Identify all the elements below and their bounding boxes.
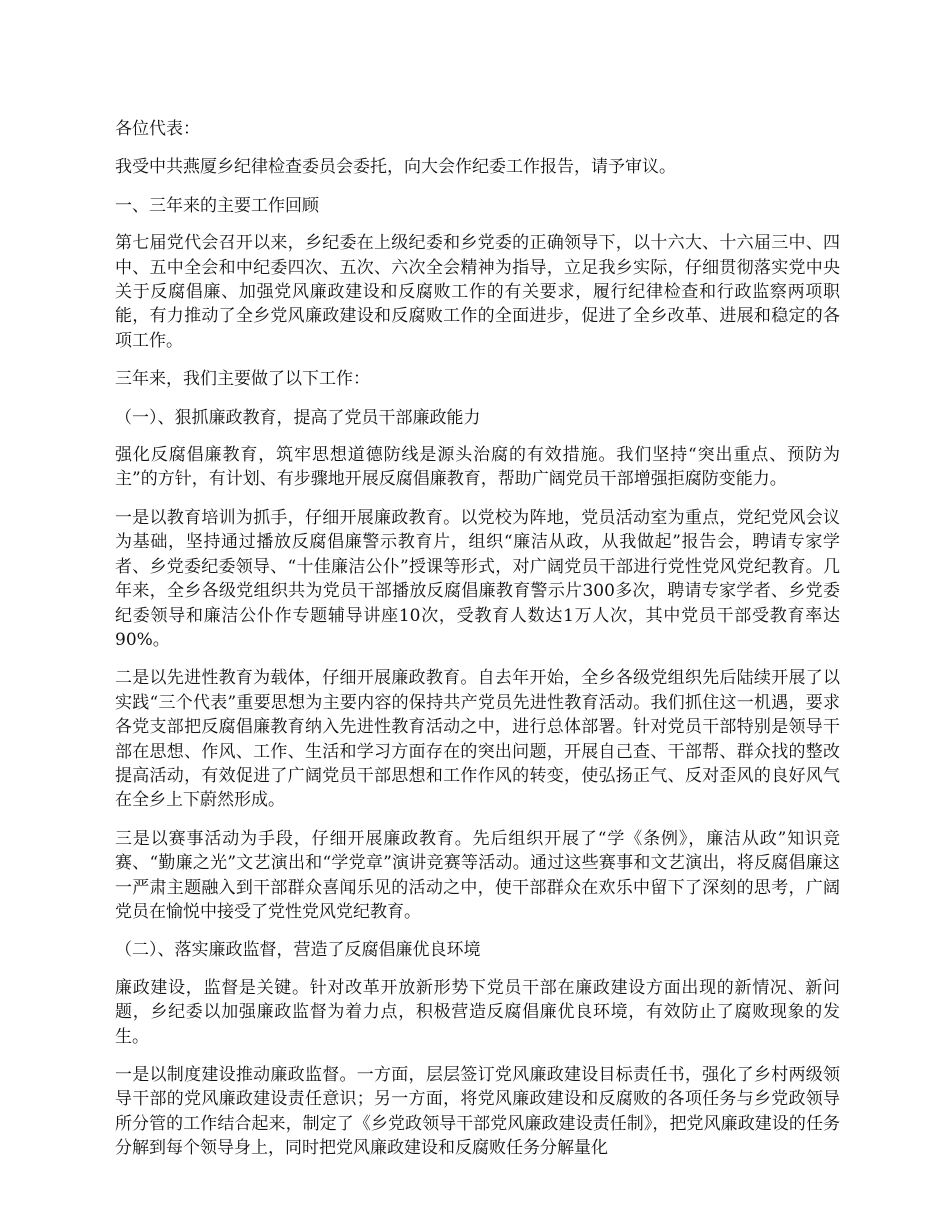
- body-paragraph: 三年来，我们主要做了以下工作：: [115, 369, 370, 390]
- document-page: [115, 117, 840, 1175]
- body-paragraph: 二是以先进性教育为载体，仔细开展廉政教育。自去年开始，全乡各级党组织先后陆续开展了以实践“三个代表”重要思想为主要内容的保持共产党员先进性教育活动。我们抓住这一机遇，要求各党支部把反腐倡廉教育纳入先进性教育活动之中，进行总体部署。针对党员干部特别是领导干部在思想、作风、工作、生活和学习方面存在的突出问题，开展自己查、干部帮、群众找的整改提高活动，有效促进了广阔党员干部思想和工作作风的转变，使弘扬正气、反对歪风的良好风气在全乡上下蔚然形成。: [115, 668, 840, 811]
- intro-paragraph: 我受中共燕厦乡纪律检查委员会委托，向大会作纪委工作报告，请予审议。: [115, 157, 676, 178]
- salutation: 各位代表：: [115, 119, 200, 139]
- subsection-heading-1: （一）、狠抓廉政教育，提高了党员干部廉政能力: [115, 407, 481, 428]
- body-paragraph: 三是以赛事活动为手段，仔细开展廉政教育。先后组织开展了“学《条例》，廉洁从政”知识竞赛、“勤廉之光”文艺演出和“学党章”演讲竞赛等活动。通过这些赛事和文艺演出，将反腐倡廉这一严肃主题融入到干部群众喜闻乐见的活动之中，使干部群众在欢乐中留下了深刻的思考，广阔党员在愉悦中接受了党性党风党纪教育。: [115, 828, 840, 922]
- body-paragraph: 强化反腐倡廉教育，筑牢思想道德防线是源头治腐的有效措施。我们坚持“突出重点、预防为主”的方针，有计划、有步骤地开展反腐倡廉教育，帮助广阔党员干部增强拒腐防变能力。: [115, 445, 840, 490]
- body-paragraph: 第七届党代会召开以来，乡纪委在上级纪委和乡党委的正确领导下，以十六大、十六届三中、四中、五中全会和中纪委四次、五次、六次全会精神为指导，立足我乡实际，仔细贯彻落实党中央关于反腐倡廉、加强党风廉政建设和反腐败工作的有关要求，履行纪律检查和行政监察两项职能，有力推动了全乡党风廉政建设和反腐败工作的全面进步，促进了全乡改革、进展和稳定的各项工作。: [115, 233, 840, 351]
- subsection-heading-2: （二）、落实廉政监督，营造了反腐倡廉优良环境: [115, 940, 481, 961]
- body-paragraph: 一是以教育培训为抓手，仔细开展廉政教育。以党校为阵地，党员活动室为重点，党纪党风会议为基础，坚持通过播放反腐倡廉警示教育片，组织“廉洁从政，从我做起”报告会，聘请专家学者、乡党委纪委领导、“十佳廉洁公仆”授课等形式，对广阔党员干部进行党性党风党纪教育。几年来，全乡各级党组织共为党员干部播放反腐倡廉教育警示片300多次，聘请专家学者、乡党委纪委领导和廉洁公仆作专题辅导讲座10次，受教育人数达1万人次，其中党员干部受教育率达90%。: [115, 507, 840, 650]
- body-paragraph: 一是以制度建设推动廉政监督。一方面，层层签订党风廉政建设目标责任书，强化了乡村两级领导干部的党风廉政建设责任意识；另一方面，将党风廉政建设和反腐败的各项任务与乡党政领导所分管的工作结合起来，制定了《乡党政领导干部党风廉政建设责任制》，把党风廉政建设的任务分解到每个领导身上，同时把党风廉政建设和反腐败任务分解量化: [115, 1065, 840, 1159]
- body-paragraph: 廉政建设，监督是关键。针对改革开放新形势下党员干部在廉政建设方面出现的新情况、新问题，乡纪委以加强廉政监督为着力点，积极营造反腐倡廉优良环境，有效防止了腐败现象的发生。: [115, 977, 840, 1047]
- section-heading-1: 一、三年来的主要工作回顾: [115, 195, 319, 216]
